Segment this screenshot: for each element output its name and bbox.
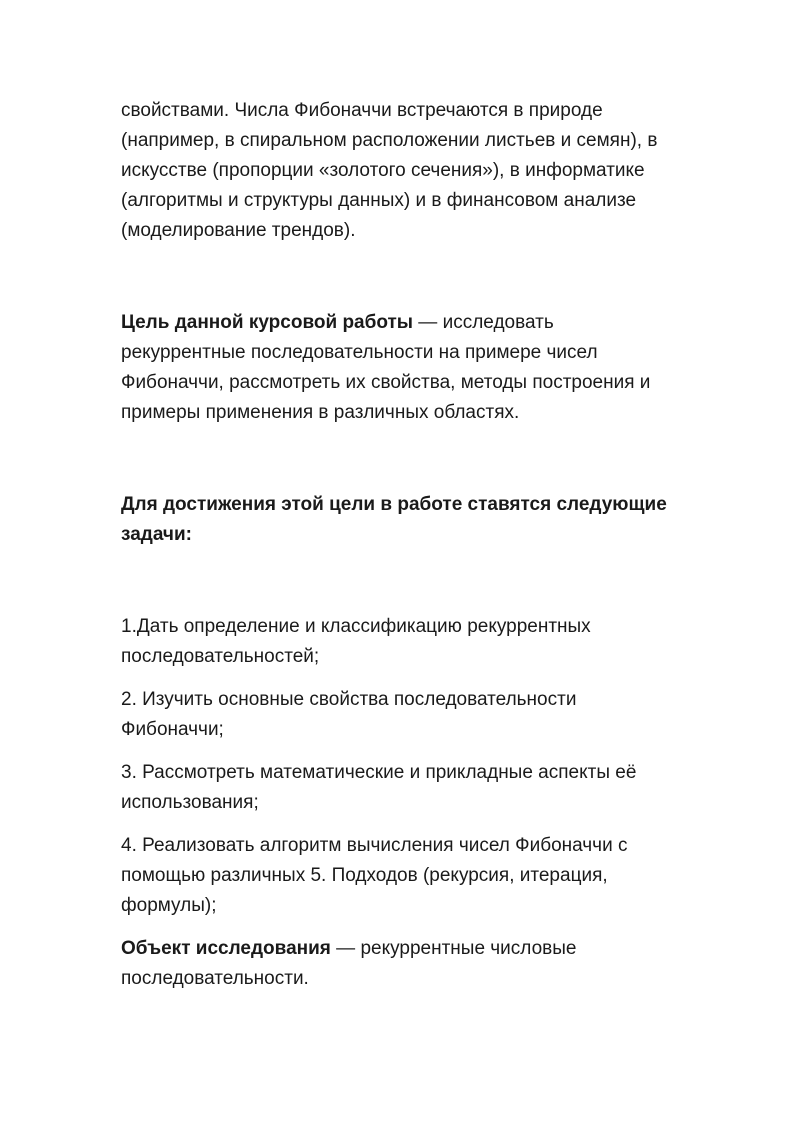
goal-label: Цель данной курсовой работы bbox=[121, 312, 414, 333]
object-text: — рекуррентные числовые последовательности. bbox=[121, 938, 577, 989]
tasks-heading: Для достижения этой цели в работе ставятся следующие задачи: bbox=[121, 494, 667, 545]
task-item-4: 4. Реализовать алгоритм вычисления чисел Фибоначчи с помощью различных 5. Подходов (рекурсия, итерация, формулы); bbox=[121, 835, 628, 916]
object-paragraph bbox=[121, 934, 701, 994]
goal-text: — исследовать рекуррентные последовательности на примере чисел Фибоначчи, рассмотреть их свойства, методы построения и примеры применения в различных областях. bbox=[121, 312, 651, 423]
task-item-3: 3. Рассмотреть математические и прикладные аспекты её использования; bbox=[121, 762, 637, 813]
task-item-2: 2. Изучить основные свойства последовательности Фибоначчи; bbox=[121, 689, 577, 740]
goal-paragraph bbox=[121, 308, 701, 428]
document-page bbox=[121, 96, 701, 994]
intro-paragraph: свойствами. Числа Фибоначчи встречаются в природе (например, в спиральном расположении листьев и семян), в искусстве (пропорции «золотого сечения»), в информатике (алгоритмы и структуры данных) и в финансовом анализе (моделирование трендов). bbox=[121, 100, 658, 241]
task-item-1: 1.Дать определение и классификацию рекуррентных последовательностей; bbox=[121, 616, 591, 667]
object-label: Объект исследования bbox=[121, 938, 331, 959]
